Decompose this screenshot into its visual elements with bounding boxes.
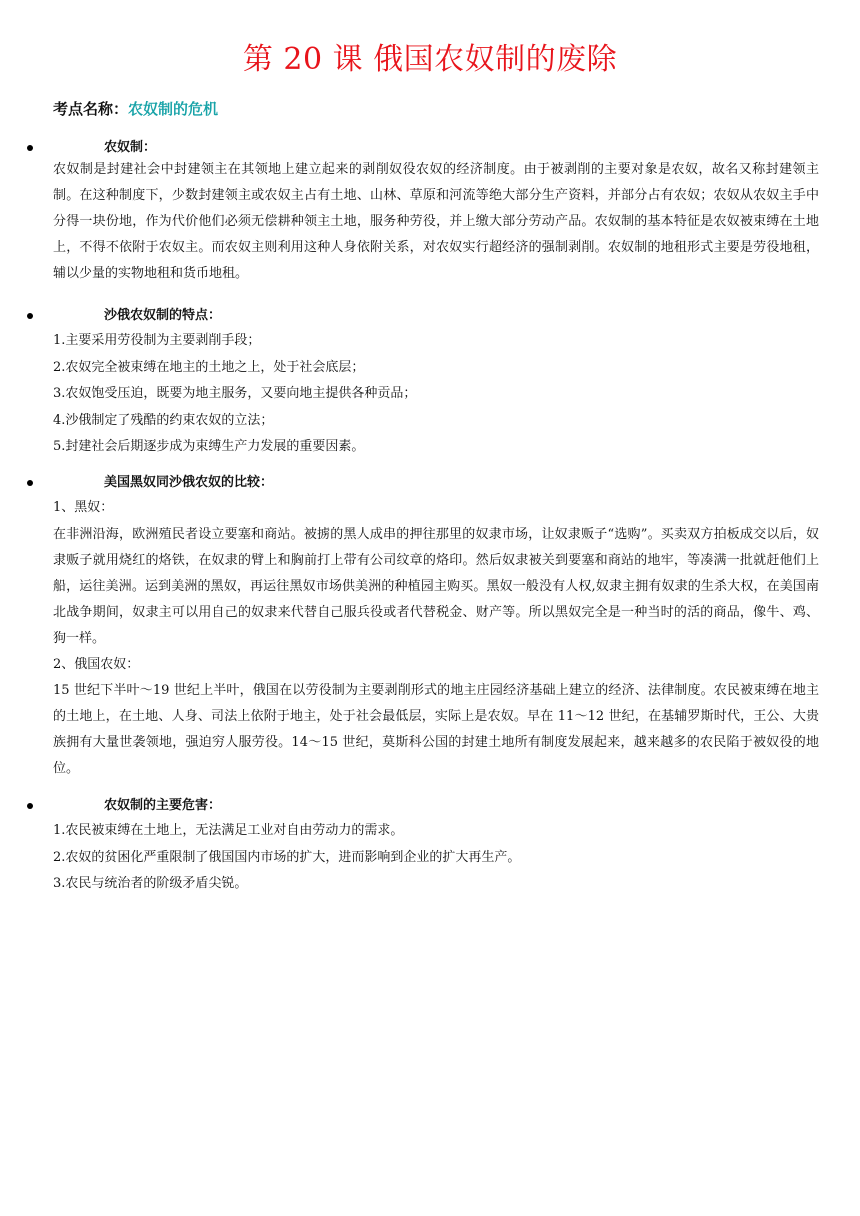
list-item: 1.农民被束缚在土地上，无法满足工业对自由劳动力的需求。 — [53, 823, 404, 838]
page-title: 第 20 课 俄国农奴制的废除 — [242, 42, 618, 77]
list-item: 3.农奴饱受压迫，既要为地主服务，又要向地主提供各种贡品； — [53, 386, 417, 401]
topic-line — [53, 98, 218, 119]
section-heading: 农奴制的主要危害： — [104, 798, 222, 813]
subheading-russian-serfs: 2、俄国农奴： — [53, 656, 140, 672]
section-heading: 沙俄农奴制的特点： — [104, 308, 222, 323]
list-item: 1.主要采用劳役制为主要剥削手段； — [53, 333, 261, 348]
section-paragraph: 15 世纪下半叶～19 世纪上半叶，俄国在以劳役制为主要剥削形式的地主庄园经济基础上建立的经济、法律制度。农民被束缚在地主的土地上，在土地、人身、司法上依附于地主，处于社会最低层，实际上是农奴。早在 11～12 世纪，在基辅罗斯时代，王公、大贵族拥有大量世袭领地，强迫穷人服劳役。14～15 世纪，莫斯科公国的封建土地所有制度发展起来，越来越多的农民陷于被奴役的地位。 — [53, 683, 819, 776]
section-paragraph: 在非洲沿海，欧洲殖民者设立要塞和商站。被掳的黑人成串的押往那里的奴隶市场，让奴隶贩子“选购”。买卖双方拍板成交以后，奴隶贩子就用烧红的烙铁，在奴隶的臂上和胸前打上带有公司纹章的烙印。然后奴隶被关到要塞和商站的地牢，等凑满一批就赶他们上船，运往美洲。运到美洲的黑奴，再运往黑奴市场供美洲的种植园主购买。黑奴一般没有人权,奴隶主拥有奴隶的生杀大权，在美国南北战争期间，奴隶主可以用自己的奴隶来代替自己服兵役或者代替税金、财产等。所以黑奴完全是一种当时的活的商品，像牛、鸡、狗一样。 — [53, 526, 819, 646]
list-item: 2.农奴的贫困化严重限制了俄国国内市场的扩大，进而影响到企业的扩大再生产。 — [53, 849, 521, 865]
section-comparison — [0, 473, 860, 782]
list-item: 4.沙俄制定了残酷的约束农奴的立法； — [53, 412, 274, 428]
bullet-icon — [27, 145, 33, 151]
bullet-icon — [27, 480, 33, 486]
section-russian-features — [0, 306, 860, 461]
section-heading: 农奴制： — [104, 140, 157, 155]
list-item: 5.封建社会后期逐步成为束缚生产力发展的重要因素。 — [53, 439, 365, 454]
topic-label: 考点名称： — [53, 100, 129, 118]
list-item: 3.农民与统治者的阶级矛盾尖锐。 — [53, 876, 248, 891]
bullet-icon — [27, 803, 33, 809]
topic-value: 农奴制的危机 — [128, 100, 219, 118]
section-paragraph: 农奴制是封建社会中封建领主在其领地上建立起来的剥削奴役农奴的经济制度。由于被剥削的主要对象是农奴，故名又称封建领主制。在这种制度下，少数封建领主或农奴主占有土地、山林、草原和河流等绝大部分生产资料，并部分占有农奴；农奴从农奴主手中分得一块份地，作为代价他们必须无偿耕种领主土地，服务种劳役，并上缴大部分劳动产品。农奴制的基本特征是农奴被束缚在土地上，不得不依附于农奴主。而农奴主则利用这种人身依附关系，对农奴实行超经济的强制剥削。农奴制的地租形式主要是劳役地租，辅以少量的实物地租和货币地租。 — [53, 162, 819, 281]
bullet-icon — [27, 313, 33, 319]
section-harms — [0, 796, 860, 898]
section-serfdom — [0, 138, 860, 287]
list-item: 2.农奴完全被束缚在地主的土地之上，处于社会底层； — [53, 359, 365, 375]
subheading-black-slaves: 1、黑奴： — [53, 500, 114, 515]
section-heading: 美国黑奴同沙俄农奴的比较： — [104, 475, 274, 490]
